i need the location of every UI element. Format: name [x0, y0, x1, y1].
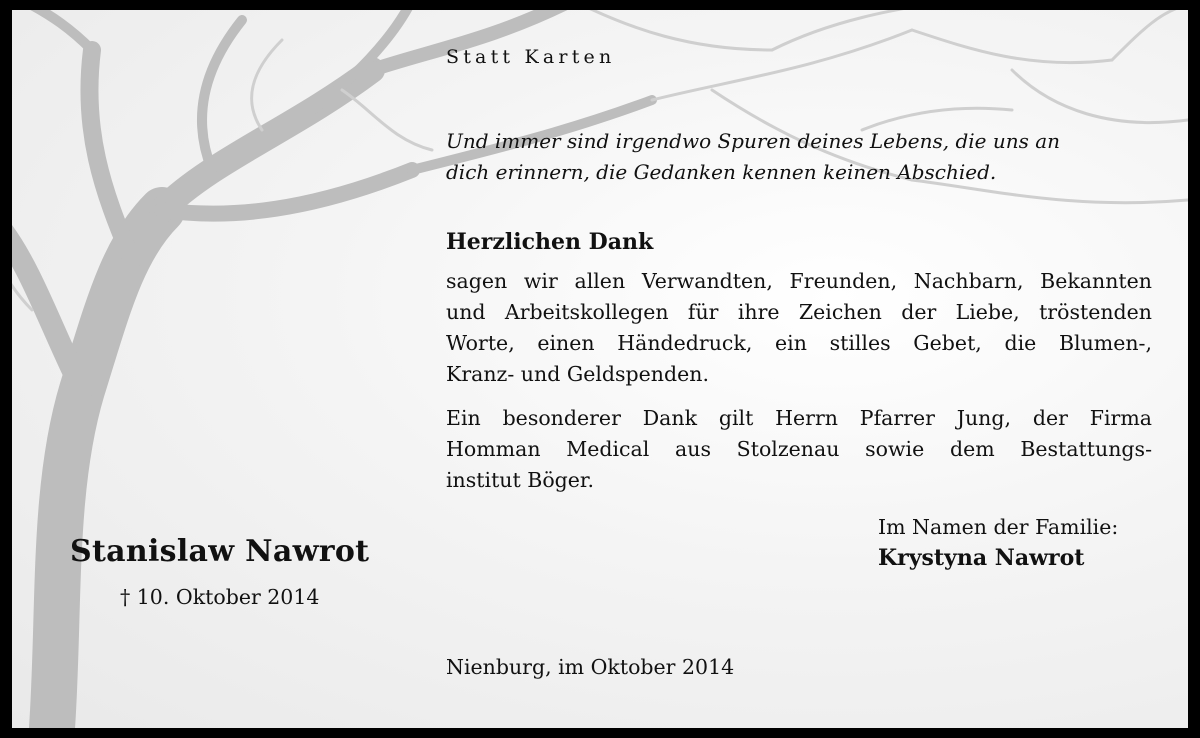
place-date: Nienburg, im Oktober 2014	[446, 655, 735, 679]
paragraph-line: sagen wir allen Verwandten, Freunden, Nachbarn, Bekannten	[446, 269, 1152, 293]
paragraph-line: Worte, einen Händedruck, ein stilles Gebet, die Blumen-,	[446, 331, 1152, 355]
obituary-card	[12, 10, 1188, 728]
quote-line: dich erinnern, die Gedanken kennen keinen Abschied.	[446, 160, 997, 184]
paragraph-line: institut Böger.	[446, 468, 594, 492]
signature-label: Im Namen der Familie:	[878, 515, 1119, 539]
quote-line: Und immer sind irgendwo Spuren deines Lebens, die uns an	[446, 129, 1061, 153]
thanks-heading: Herzlichen Dank	[446, 229, 654, 255]
deceased-date: † 10. Oktober 2014	[120, 585, 320, 609]
signature-name: Krystyna Nawrot	[878, 545, 1085, 571]
thanks-paragraph	[446, 266, 1152, 390]
paragraph-line: Kranz- und Geldspenden.	[446, 362, 709, 386]
paragraph-line: Homman Medical aus Stolzenau sowie dem Bestattungs-	[446, 437, 1152, 461]
deceased-name: Stanislaw Nawrot	[70, 534, 370, 569]
memorial-quote	[446, 126, 1166, 188]
header-statt-karten: Statt Karten	[446, 46, 616, 68]
paragraph-line: Ein besonderer Dank gilt Herrn Pfarrer Jung, der Firma	[446, 406, 1152, 430]
paragraph-line: und Arbeitskollegen für ihre Zeichen der Liebe, tröstenden	[446, 300, 1152, 324]
special-thanks-paragraph	[446, 403, 1152, 496]
